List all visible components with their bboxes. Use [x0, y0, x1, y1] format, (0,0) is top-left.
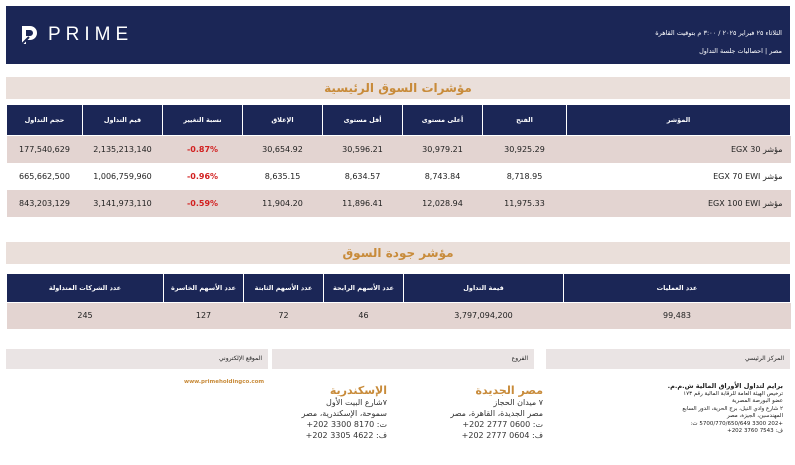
col-volume: حجم التداول [7, 105, 83, 136]
branch-phone: ت: 8170 3300 202+ [306, 420, 387, 429]
hq-phone: +202 3300 5700/770/650/649 ت: [690, 420, 783, 427]
index-name-cell: مؤشر EGX 30 [567, 136, 791, 163]
col-close: الإغلاق [243, 105, 323, 136]
volume-cell: 177,540,629 [7, 136, 83, 163]
hq-company-name: برايم لتداول الأوراق المالية ش.م.م. [667, 382, 783, 390]
col-gainers: عدد الأسهم الرابحة [324, 274, 404, 303]
gainers-cell: 46 [324, 303, 404, 329]
col-companies: عدد الشركات المتداولة [7, 274, 164, 303]
companies-cell: 245 [7, 303, 164, 329]
market-quality-title: مؤشر جودة السوق [6, 242, 790, 264]
change-cell: -0.87% [163, 136, 243, 163]
hq-line: عضو البورصة المصرية [731, 398, 783, 404]
session-date: الثلاثاء ٢٥ فبراير ٢٠٢٥ / ٣:٠٠ م بتوقيت القاهرة [655, 29, 782, 37]
close-cell: 30,654.92 [243, 136, 323, 163]
quality-header-row [7, 274, 791, 303]
open-cell: 30,925.29 [483, 136, 567, 163]
market-quality-table [6, 273, 791, 329]
brand-name: PRIME [48, 24, 134, 45]
branch-city: الإسكندرية [329, 384, 387, 397]
branch-address-line: سموحة، الإسكندرية، مصر [301, 409, 387, 418]
table-row [7, 303, 791, 329]
col-low: أقل مستوى [323, 105, 403, 136]
hq-line: المهندسين، الجيزة، مصر [726, 413, 783, 419]
web-header: الموقع الإلكتروني [6, 349, 268, 369]
hq-line: ترخيص الهيئة العامة للرقابة المالية رقم ١٧٣ [683, 390, 783, 397]
col-transactions: عدد العمليات [564, 274, 791, 303]
high-cell: 8,743.84 [403, 163, 483, 190]
low-cell: 11,896.41 [323, 190, 403, 217]
hq-line: ٢ شارع وادي النيل، برج الحرية، الدور السابع [682, 405, 783, 412]
branch-address-line: ٧شارع البيت الأول [326, 398, 387, 407]
low-cell: 8,634.57 [323, 163, 403, 190]
losers-cell: 127 [164, 303, 244, 329]
value-cell: 1,006,759,960 [83, 163, 163, 190]
branches-header: الفروع [272, 349, 534, 369]
hq-header: المركز الرئيسي [546, 349, 790, 369]
header-banner [6, 6, 790, 64]
table-row [7, 163, 791, 190]
prime-logo-icon [20, 25, 38, 45]
index-name-cell: مؤشر EGX 70 EWI [567, 163, 791, 190]
col-index: المؤشر [567, 105, 791, 136]
col-change: نسبة التغيير [163, 105, 243, 136]
trade-value-cell: 3,797,094,200 [404, 303, 564, 329]
change-cell: -0.59% [163, 190, 243, 217]
hq-address [668, 383, 783, 436]
open-cell: 8,718.95 [483, 163, 567, 190]
volume-cell: 843,203,129 [7, 190, 83, 217]
col-high: أعلى مستوى [403, 105, 483, 136]
high-cell: 12,028.94 [403, 190, 483, 217]
hq-fax: ف: 7543 3760 202+ [727, 428, 783, 434]
market-header-row [7, 105, 791, 136]
close-cell: 11,904.20 [243, 190, 323, 217]
col-value: قيم التداول [83, 105, 163, 136]
table-row [7, 136, 791, 163]
branch-phone: ت: 0600 2777 202+ [462, 420, 543, 429]
market-indices-table [6, 104, 791, 217]
col-losers: عدد الأسهم الخاسرة [164, 274, 244, 303]
volume-cell: 665,662,500 [7, 163, 83, 190]
report-subtitle: مصر | احصاليات جلسة التداول [699, 47, 782, 55]
branch-heliopolis [450, 384, 543, 441]
col-open: الفتح [483, 105, 567, 136]
value-cell: 2,135,213,140 [83, 136, 163, 163]
brand-logo [20, 24, 133, 46]
website-link[interactable]: www.primeholdingco.com [184, 379, 265, 385]
col-unchanged: عدد الأسهم الثابتة [244, 274, 324, 303]
transactions-cell: 99,483 [564, 303, 791, 329]
table-row [7, 190, 791, 217]
col-trade-value: قيمة التداول [404, 274, 564, 303]
open-cell: 11,975.33 [483, 190, 567, 217]
branch-fax: ف: 4622 3305 202+ [305, 431, 387, 440]
branch-address-line: مصر الجديدة، القاهرة، مصر [450, 409, 543, 418]
market-indices-title: مؤشرات السوق الرئيسية [6, 77, 790, 99]
branch-address-line: ٧ ميدان الحجاز [493, 398, 543, 407]
high-cell: 30,979.21 [403, 136, 483, 163]
low-cell: 30,596.21 [323, 136, 403, 163]
change-cell: -0.96% [163, 163, 243, 190]
value-cell: 3,141,973,110 [83, 190, 163, 217]
unchanged-cell: 72 [244, 303, 324, 329]
index-name-cell: مؤشر EGX 100 EWI [567, 190, 791, 217]
branch-fax: ف: 0604 2777 202+ [461, 431, 543, 440]
branch-city: مصر الجديدة [475, 384, 543, 397]
close-cell: 8,635.15 [243, 163, 323, 190]
branch-alexandria [302, 384, 387, 441]
